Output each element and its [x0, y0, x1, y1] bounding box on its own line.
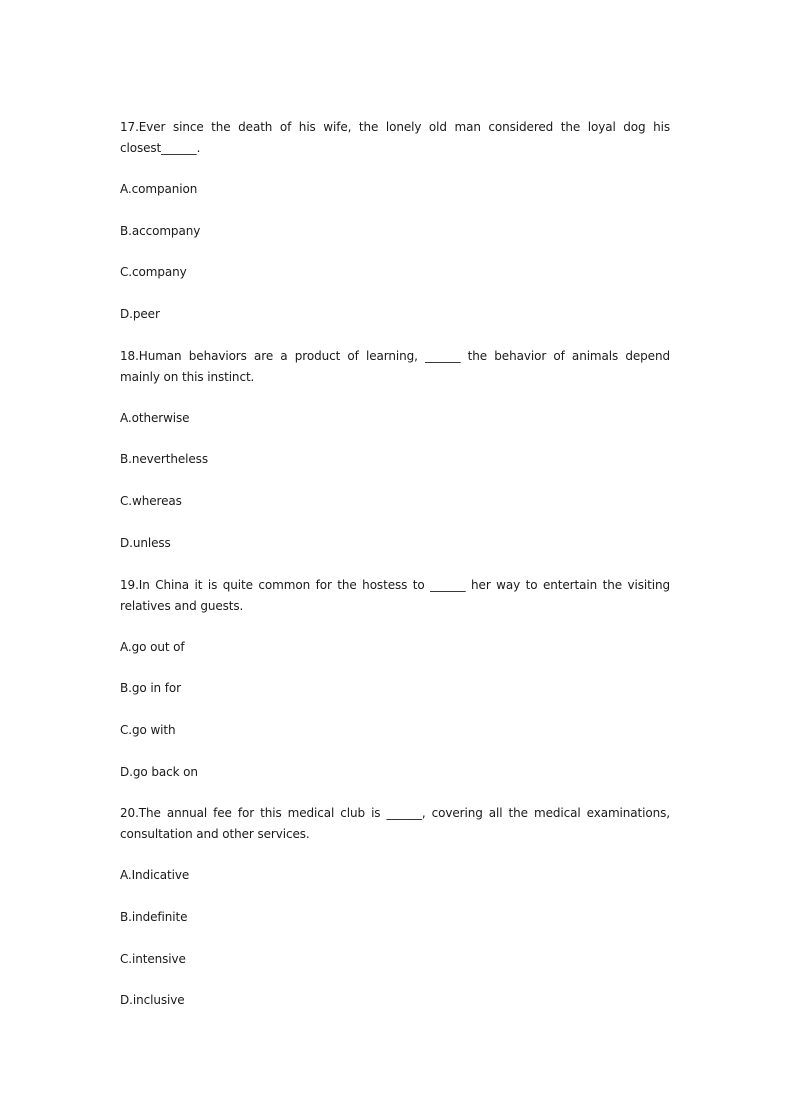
question-18	[120, 346, 670, 554]
option-c: C.whereas	[120, 494, 182, 509]
option-a: A.go out of	[120, 639, 185, 654]
option-b: B.nevertheless	[120, 452, 208, 467]
question-20	[120, 803, 670, 1011]
option-a: A.otherwise	[120, 410, 190, 425]
question-stem: 19.In China it is quite common for the hostess to ______ her way to entertain the visiting relatives and guests.	[120, 577, 670, 613]
option-a: A.companion	[120, 182, 198, 196]
option-a: A.Indicative	[120, 868, 190, 883]
option-d: D.unless	[120, 535, 171, 550]
option-b: B.accompany	[120, 223, 201, 238]
document-page	[120, 117, 670, 1032]
question-stem: 20.The annual fee for this medical club is ______, covering all the medical examinations, consultation and other services.	[120, 806, 670, 842]
option-c: C.company	[120, 265, 187, 280]
question-17	[120, 117, 670, 325]
option-d: D.inclusive	[120, 993, 185, 1008]
option-b: B.go in for	[120, 681, 181, 696]
question-stem: 17.Ever since the death of his wife, the lonely old man considered the loyal dog his closest______.	[120, 120, 670, 155]
option-c: C.go with	[120, 722, 176, 737]
question-stem: 18.Human behaviors are a product of learning, ______ the behavior of animals depend mainly on this instinct.	[120, 348, 670, 384]
option-d: D.go back on	[120, 764, 198, 779]
option-c: C.intensive	[120, 951, 186, 966]
option-b: B.indefinite	[120, 909, 188, 924]
option-d: D.peer	[120, 307, 160, 322]
question-19	[120, 575, 670, 783]
